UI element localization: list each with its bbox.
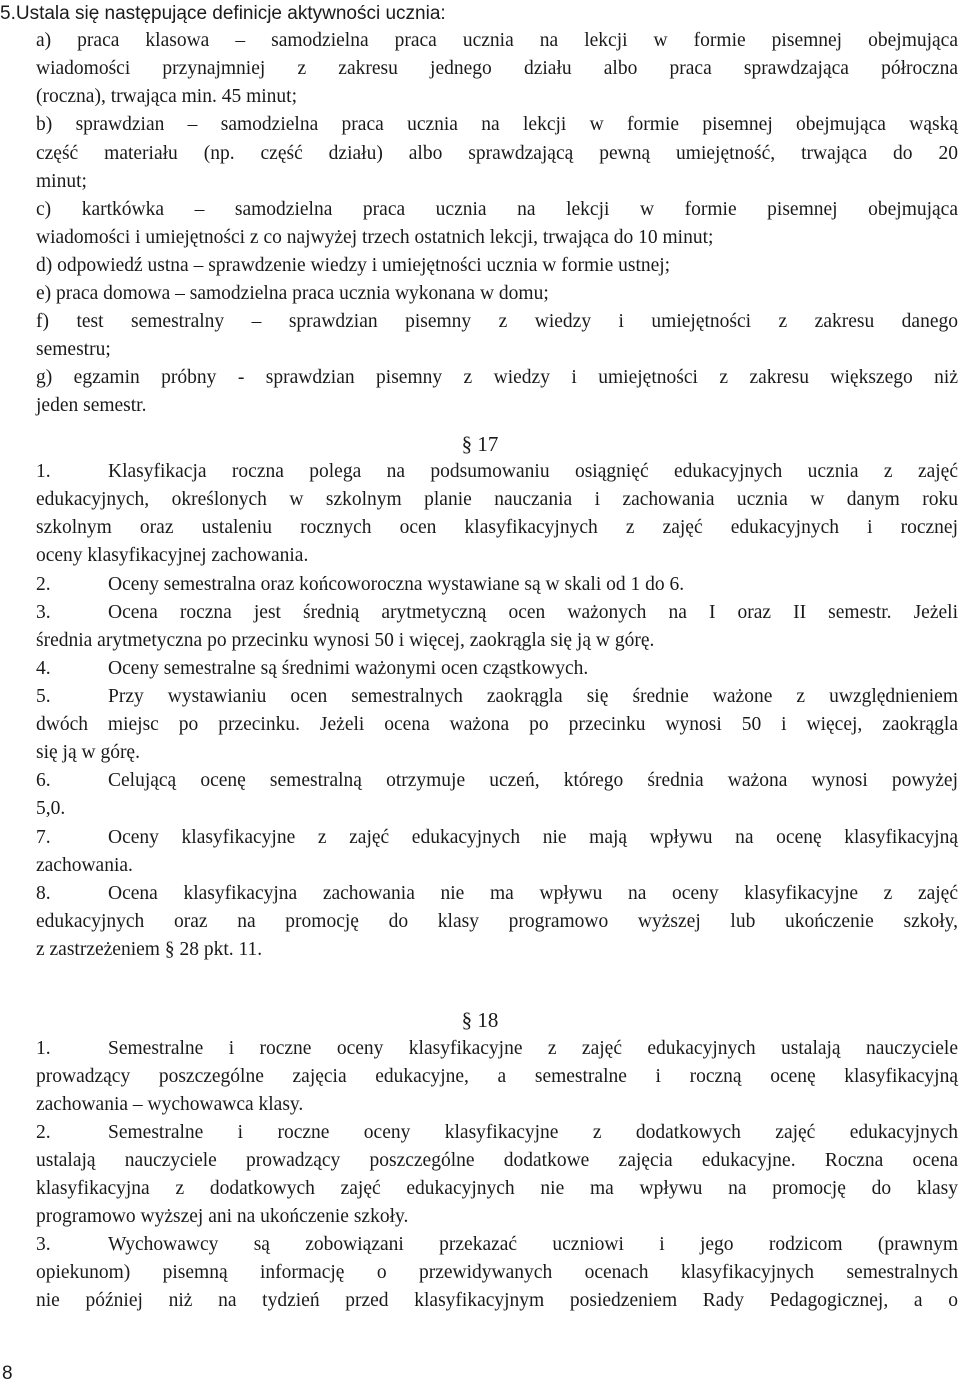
paragraph-line: zachowania – wychowawca klasy.: [36, 1094, 304, 1115]
paragraph-line: 4. Oceny semestralne są średnimi ważonymi ocen cząstkowych.: [36, 658, 589, 679]
definition-line: d) odpowiedź ustna – sprawdzenie wiedzy i umiejętności ucznia w formie ustnej;: [36, 255, 671, 276]
paragraph-line: programowo wyższej ani na ukończenie szkoły.: [36, 1206, 409, 1227]
paragraph-line: klasyfikacyjna z dodatkowych zajęć edukacyjnych nie ma wpływu na promocję do klasy: [36, 1178, 958, 1199]
paragraph-line: ustalają nauczyciele prowadzący poszczególne dodatkowe zajęcia edukacyjne. Roczna ocena: [36, 1150, 958, 1171]
paragraph-line: 7. Oceny klasyfikacyjne z zajęć edukacyjnych nie mają wpływu na ocenę klasyfikacyjną: [36, 827, 958, 848]
paragraph-line: się ją w górę.: [36, 742, 140, 763]
definition-line: jeden semestr.: [36, 395, 147, 416]
paragraph-line: prowadzący poszczególne zajęcia edukacyjne, a semestralne i roczną ocenę klasyfikacyjną: [36, 1066, 958, 1087]
paragraph-line: 5. Przy wystawianiu ocen semestralnych zaokrągla się średnie ważone z uwzględnieniem: [36, 686, 958, 707]
paragraph-line: średnia arytmetyczna po przecinku wynosi 50 i więcej, zaokrągla się ją w górę.: [36, 630, 655, 651]
paragraph-line: 3. Wychowawcy są zobowiązani przekazać uczniowi i jego rodzicom (prawnym: [36, 1234, 958, 1255]
paragraph-line: 5,0.: [36, 798, 66, 819]
definition-line: f) test semestralny – sprawdzian pisemny z wiedzy i umiejętności z zakresu danego: [36, 311, 958, 332]
paragraph-line: z zastrzeżeniem § 28 pkt. 11.: [36, 939, 263, 960]
paragraph-line: zachowania.: [36, 855, 133, 876]
definition-line: minut;: [36, 171, 87, 192]
section-heading: § 17: [461, 432, 499, 456]
paragraph-line: nie później niż na tydzień przed klasyfikacyjnym posiedzeniem Rady Pedagogicznej, a o: [36, 1290, 958, 1311]
paragraph-line: dwóch miejsc po przecinku. Jeżeli ocena ważona po przecinku wynosi 50 i więcej, zaokrągla: [36, 714, 958, 735]
definition-line: wiadomości przynajmniej z zakresu jednego działu albo praca sprawdzająca półroczna: [36, 58, 958, 79]
paragraph-line: 1. Semestralne i roczne oceny klasyfikacyjne z zajęć edukacyjnych ustalają nauczyciele: [36, 1038, 958, 1059]
paragraph-line: edukacyjnych oraz na promocję do klasy programowo wyższej lub ukończenie szkoły,: [36, 911, 958, 932]
paragraph-line: szkolnym oraz ustaleniu rocznych ocen klasyfikacyjnych z zajęć edukacyjnych i rocznej: [36, 517, 958, 538]
definition-line: a) praca klasowa – samodzielna praca ucznia na lekcji w formie pisemnej obejmująca: [36, 30, 958, 51]
paragraph-line: 6. Celującą ocenę semestralną otrzymuje uczeń, którego średnia ważona wynosi powyżej: [36, 770, 958, 791]
paragraph-line: 2. Oceny semestralna oraz końcoworoczna wystawiane są w skali od 1 do 6.: [36, 574, 685, 595]
page-number: 8: [2, 1363, 13, 1384]
definition-line: c) kartkówka – samodzielna praca ucznia na lekcji w formie pisemnej obejmująca: [36, 199, 958, 220]
paragraph-line: 2. Semestralne i roczne oceny klasyfikacyjne z dodatkowych zajęć edukacyjnych: [36, 1122, 958, 1143]
definitions-intro: 5.Ustala się następujące definicje aktywności ucznia:: [0, 3, 446, 24]
paragraph-line: 8. Ocena klasyfikacyjna zachowania nie ma wpływu na oceny klasyfikacyjne z zajęć: [36, 883, 958, 904]
definition-line: g) egzamin próbny - sprawdzian pisemny z wiedzy i umiejętności z zakresu większego niż: [36, 367, 958, 388]
paragraph-line: oceny klasyfikacyjnej zachowania.: [36, 545, 309, 566]
definition-line: (roczna), trwająca min. 45 minut;: [36, 86, 297, 107]
definition-line: e) praca domowa – samodzielna praca ucznia wykonana w domu;: [36, 283, 549, 304]
definition-line: b) sprawdzian – samodzielna praca ucznia na lekcji w formie pisemnej obejmująca wąską: [36, 114, 958, 135]
definition-line: wiadomości i umiejętności z co najwyżej trzech ostatnich lekcji, trwająca do 10 minut;: [36, 227, 714, 248]
paragraph-line: opiekunom) pisemną informację o przewidywanych ocenach klasyfikacyjnych semestralnych: [36, 1262, 958, 1283]
section-heading: § 18: [461, 1008, 499, 1032]
paragraph-line: 3. Ocena roczna jest średnią arytmetyczną ocen ważonych na I oraz II semestr. Jeżeli: [36, 602, 958, 623]
definition-line: semestru;: [36, 339, 111, 360]
definition-line: część materiału (np. część działu) albo sprawdzającą pewną umiejętność, trwająca do 20: [36, 143, 958, 164]
paragraph-line: edukacyjnych, określonych w szkolnym planie nauczania i zachowania ucznia w danym roku: [36, 489, 958, 510]
paragraph-line: 1. Klasyfikacja roczna polega na podsumowaniu osiągnięć edukacyjnych ucznia z zajęć: [36, 461, 958, 482]
